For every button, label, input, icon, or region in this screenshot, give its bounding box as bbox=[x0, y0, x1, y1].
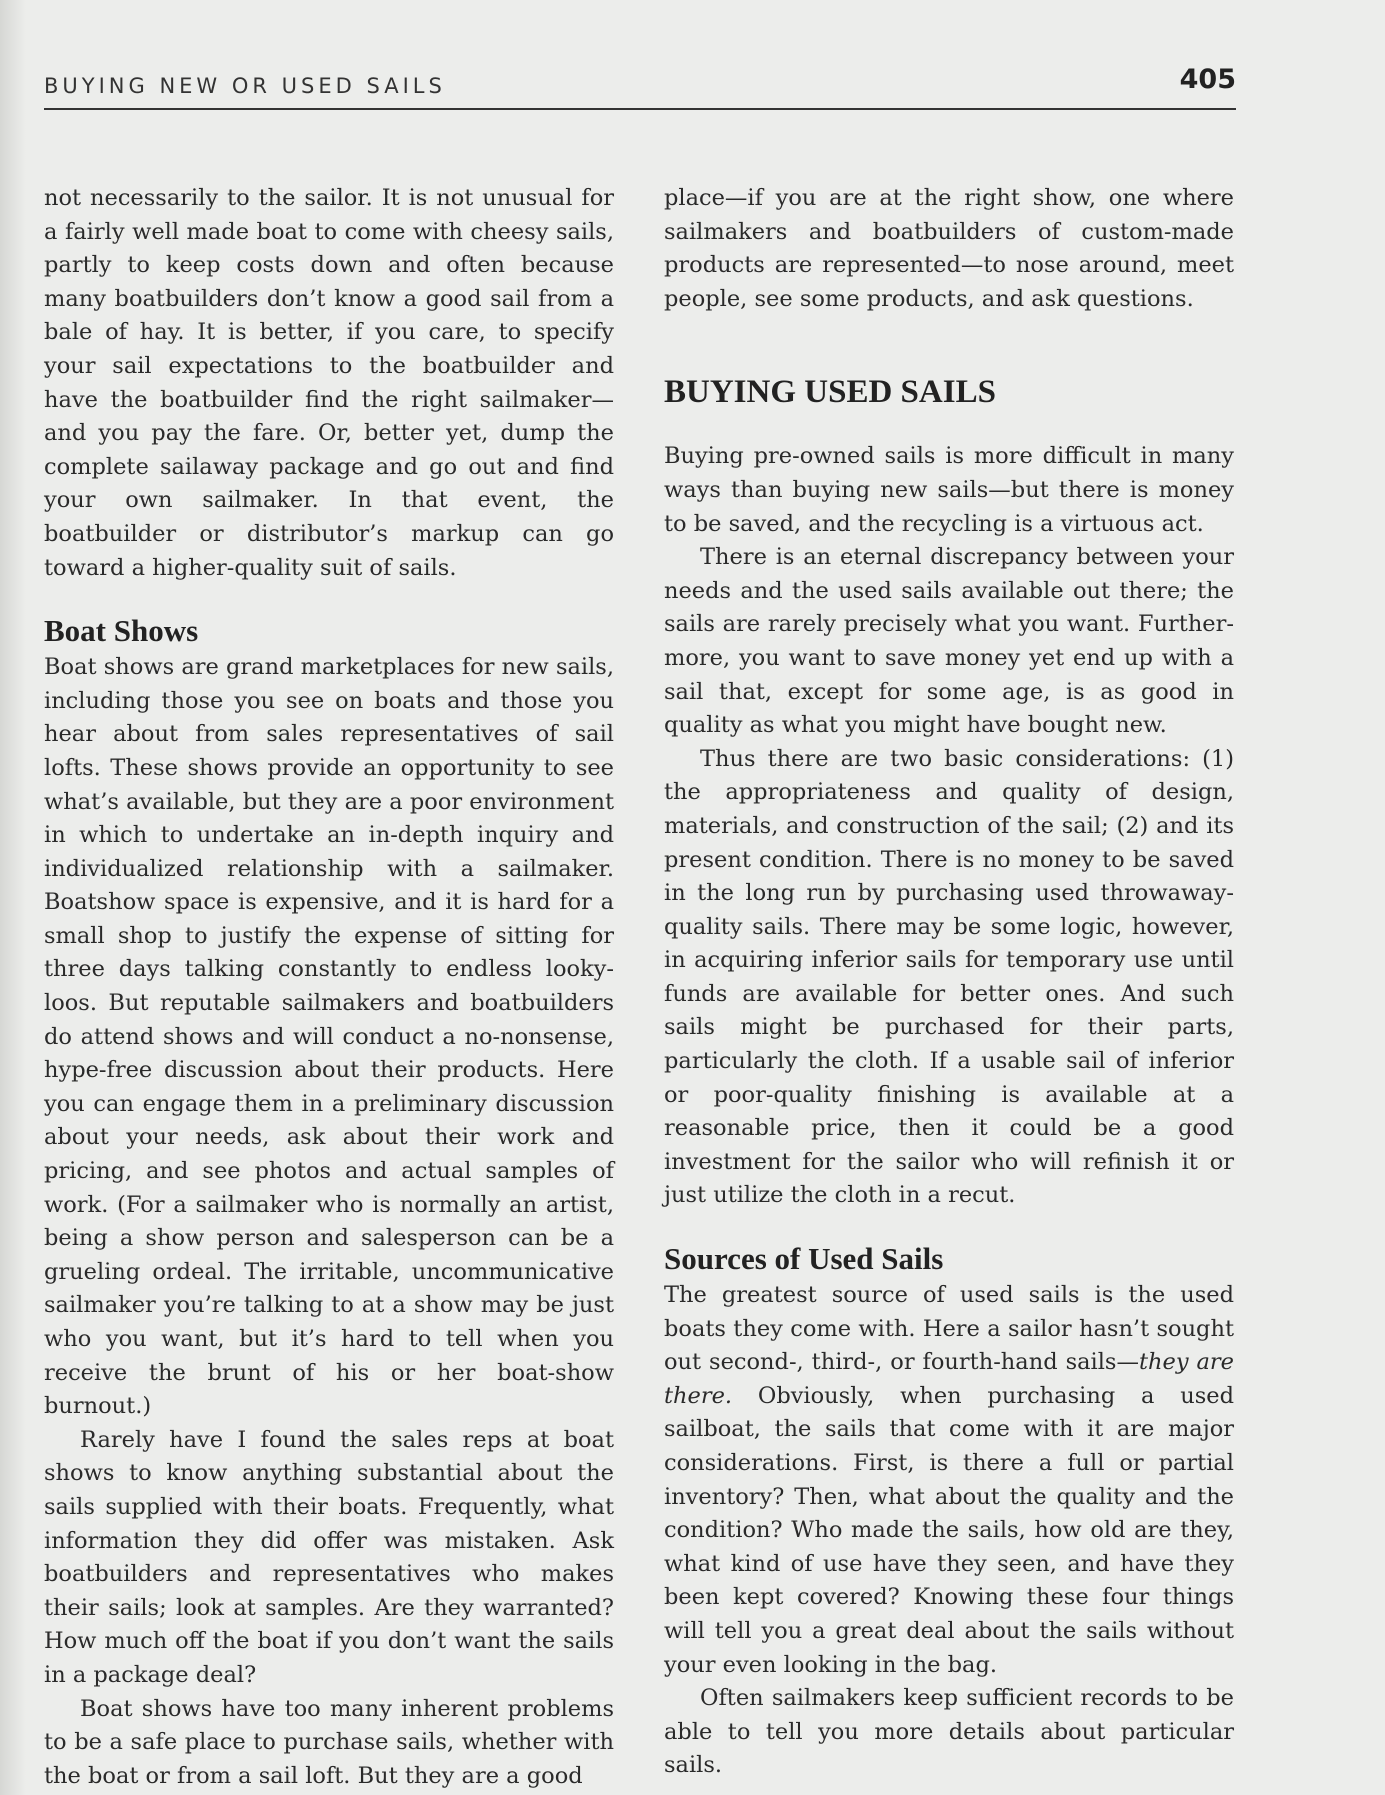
running-header bbox=[44, 64, 1236, 110]
heading-sources-of-used-sails: Sources of Used Sails bbox=[664, 1241, 944, 1277]
body-paragraph: Boat shows are grand marketplaces for new sails, including those you see on boats and those you hear about from sales representatives of sail lofts. These shows provide an opportunity to see what’s available, but they are a poor environment in which to undertake an in-depth inquiry and individualized relationship with a sailmaker. Boatshow space is expensive, and it is hard for a small shop to justify the expense of sitting for three days talking constantly to endless looky-loos. But reputable sailmakers and boatbuilders do attend shows and will conduct a no-nonsense, hype-free discussion about their products. Here you can engage them in a preliminary discussion about your needs, ask about their work and pricing, and see photos and actual samples of work. (For a sailmaker who is normally an artist, being a show person and salesperson can be a grueling ordeal. The irritable, uncommunicative sailmaker you’re talking to at a show may be just who you want, but it’s hard to tell when you receive the brunt of his or her boat-show burnout.) bbox=[44, 654, 614, 1420]
body-paragraph: Rarely have I found the sales reps at boat shows to know anything substantial about the sails supplied with their boats. Frequently, what information they did offer was mistaken. Ask boatbuilders and representatives who makes their sails; look at samples. Are they warranted? How much off the boat if you don’t want the sails in a package deal? bbox=[44, 1426, 614, 1688]
text-run: The greatest source of used sails is the used boats they come with. Here a sailor hasn’t sought out second-, third-, or fourth-hand sails— bbox=[664, 1282, 1234, 1376]
body-paragraph: place—if you are at the right show, one where sailmakers and boatbuilders of custom-made products are represented—to nose around, meet people, see some products, and ask questions. bbox=[664, 185, 1234, 312]
left-column bbox=[44, 182, 614, 1793]
italic-phrase: they are there. bbox=[664, 1349, 1234, 1409]
page-number: 405 bbox=[1179, 64, 1236, 95]
heading-buying-used-sails: BUYING USED SAILS bbox=[664, 374, 996, 411]
text-run: Obviously, when purchasing a used sailboat, the sails that come with it are major considerations. First, is there a full or partial inventory? Then, what about the quality and the condition? Who made the sails, how old are they, what kind of use have they seen, and have they been kept covered? Knowing these four things will tell you a great deal about the sails without your even looking in the bag. bbox=[664, 1382, 1234, 1678]
body-paragraph: Boat shows have too many inherent problems to be a safe place to purchase sails, whether with the boat or from a sail loft. But they are a good bbox=[44, 1695, 614, 1789]
running-title: BUYING NEW OR USED SAILS bbox=[44, 74, 446, 98]
body-paragraph: Thus there are two basic considerations: (1) the appropriateness and quality of design, materials, and construction of the sail; (2) and its present condition. There is no money to be saved in the long run by purchasing used throwaway-quality sails. There may be some logic, however, in acquiring inferior sails for temporary use until funds are available for better ones. And such sails might be purchased for their parts, particularly the cloth. If a usable sail of inferior or poor-quality finishing is available at a reasonable price, then it could be a good investment for the sailor who will refinish it or just utilize the cloth in a recut. bbox=[664, 745, 1234, 1209]
body-paragraph: There is an eternal discrepancy between your needs and the used sails available out there; the sails are rarely precisely what you want. Furthermore, you want to save money yet end up with a sail that, except for some age, is as good in quality as what you might have bought new. bbox=[664, 544, 1234, 739]
page-edge-shadow bbox=[0, 0, 26, 1795]
body-paragraph: not necessarily to the sailor. It is not unusual for a fairly well made boat to come with cheesy sails, partly to keep costs down and often because many boatbuilders don’t know a good sail from a bale of hay. It is better, if you care, to specify your sail expectations to the boatbuilder and have the boatbuilder find the right sailmaker—and you pay the fare. Or, better yet, dump the complete sailaway package and go out and find your own sailmaker. In that event, the boatbuilder or distributor’s markup can go toward a higher-quality suit of sails. bbox=[44, 185, 614, 581]
body-paragraph: Often sailmakers keep sufficient records to be able to tell you more details about particular sails. bbox=[664, 1685, 1234, 1779]
body-paragraph bbox=[664, 1279, 1234, 1682]
heading-boat-shows: Boat Shows bbox=[44, 613, 199, 649]
right-column bbox=[664, 182, 1234, 1783]
body-paragraph: Buying pre-owned sails is more difficult in many ways than buying new sails—but there is money to be saved, and the recycling is a virtuous act. bbox=[664, 443, 1234, 537]
